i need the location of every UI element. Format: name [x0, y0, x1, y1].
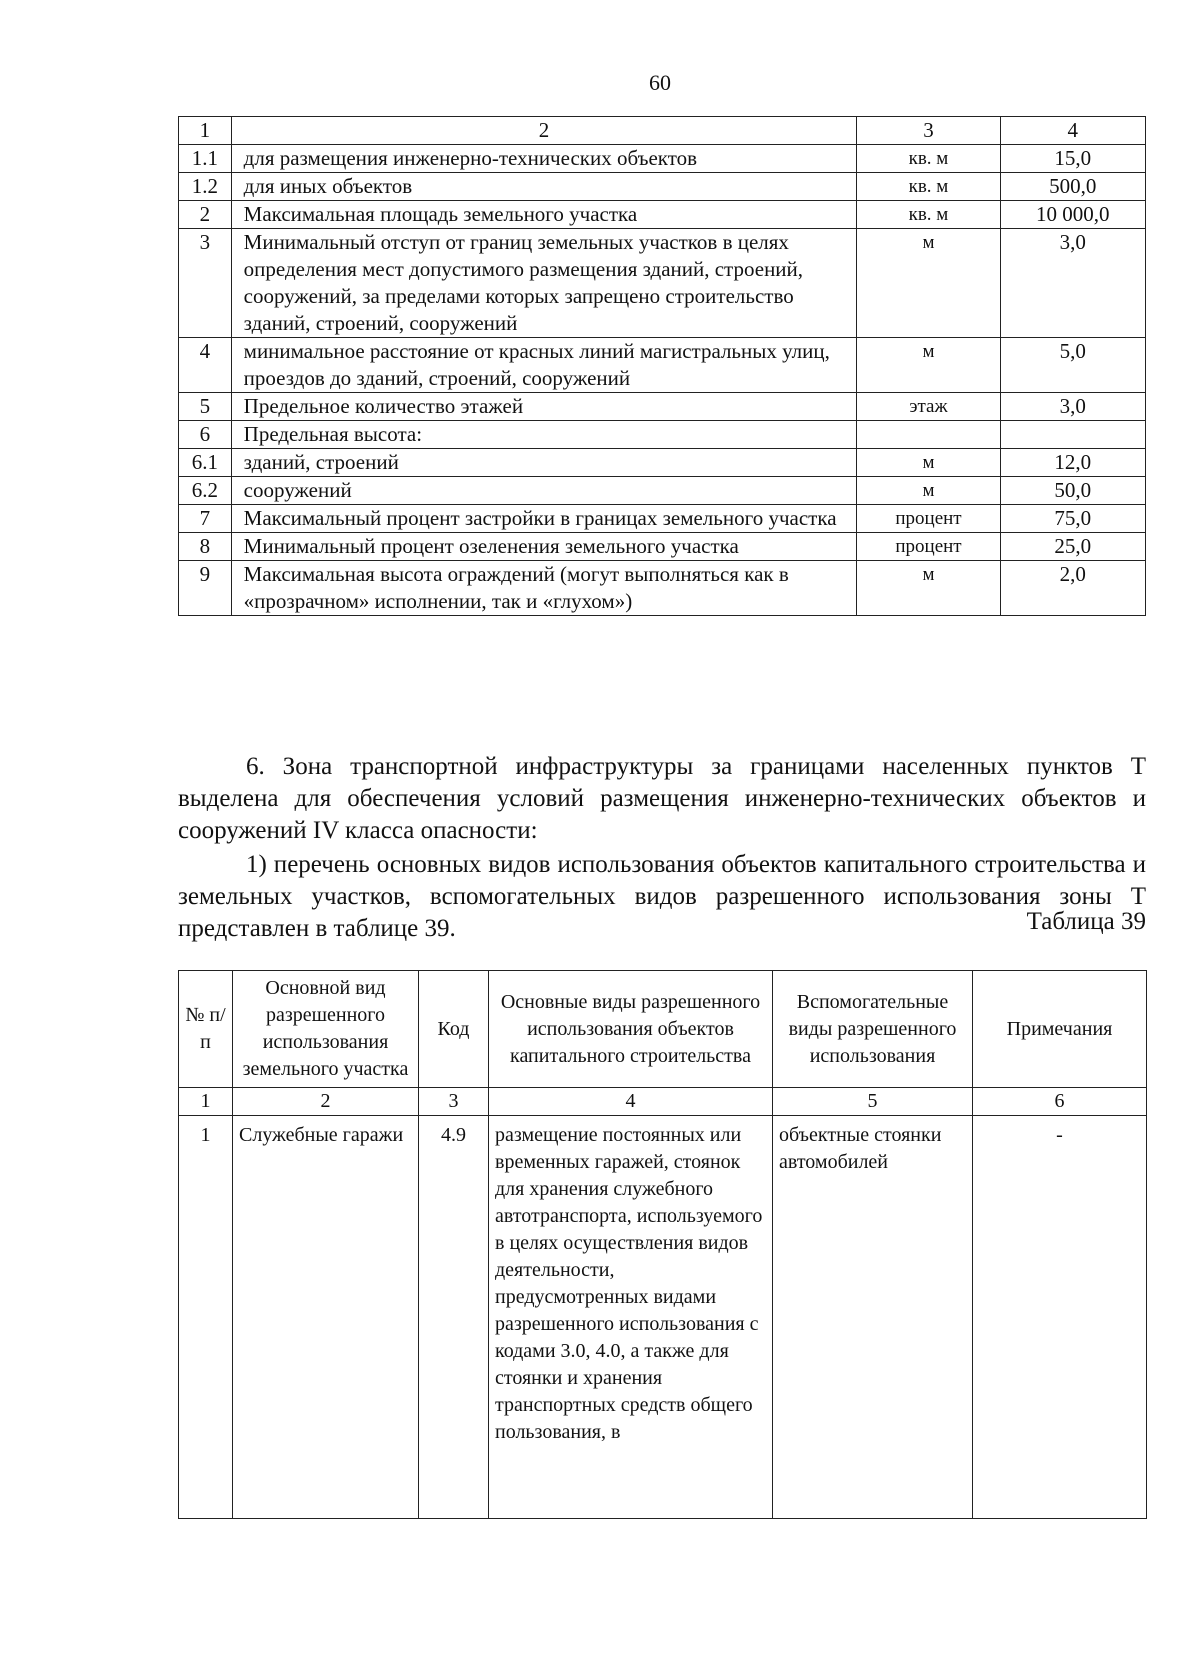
row-unit: процент [857, 505, 1000, 533]
row-unit: этаж [857, 393, 1000, 421]
column-number-3: 3 [419, 1088, 489, 1116]
column-number-4: 4 [1000, 117, 1145, 145]
header-notes: Примечания [973, 971, 1147, 1088]
column-number-1: 1 [179, 1088, 233, 1116]
table-row [179, 1116, 1147, 1519]
row-value: 3,0 [1000, 393, 1145, 421]
table-row [179, 338, 1146, 393]
row-text: для иных объектов [231, 173, 857, 201]
row-unit: м [857, 338, 1000, 393]
page-number: 60 [649, 70, 671, 95]
row-number: 7 [179, 505, 232, 533]
table-row [179, 173, 1146, 201]
row-number: 1.1 [179, 145, 232, 173]
row-unit [857, 421, 1000, 449]
row-number: 4 [179, 338, 232, 393]
table-row [179, 421, 1146, 449]
column-number-1: 1 [179, 117, 232, 145]
table-row [179, 393, 1146, 421]
header-code: Код [419, 971, 489, 1088]
row-number: 9 [179, 561, 232, 616]
row-unit: м [857, 229, 1000, 338]
row-number: 1 [179, 1116, 233, 1519]
column-numbers-row [179, 1088, 1147, 1116]
table-row [179, 449, 1146, 477]
column-number-2: 2 [231, 117, 857, 145]
row-value: 5,0 [1000, 338, 1145, 393]
row-text: для размещения инженерно-технических объектов [231, 145, 857, 173]
table-row [179, 145, 1146, 173]
row-value: 500,0 [1000, 173, 1145, 201]
row-text: Минимальный отступ от границ земельных участков в целях определения мест допустимого размещения зданий, строений, сооружений, за пределами которых запрещено строительство зданий, строений, сооружений [231, 229, 857, 338]
row-aux-use: объектные стоянки автомобилей [773, 1116, 973, 1519]
row-value: 12,0 [1000, 449, 1145, 477]
usage-list-paragraph: 1) перечень основных видов использования объектов капитального строительства и земельных участков, вспомогательных видов разрешенного использования зоны Т представлен в таблице 39. [178, 851, 1146, 942]
row-unit: кв. м [857, 173, 1000, 201]
row-unit: м [857, 561, 1000, 616]
row-value: 75,0 [1000, 505, 1145, 533]
row-number: 6.1 [179, 449, 232, 477]
row-unit: м [857, 449, 1000, 477]
row-text: Максимальная площадь земельного участка [231, 201, 857, 229]
row-unit: м [857, 477, 1000, 505]
column-number-3: 3 [857, 117, 1000, 145]
column-number-6: 6 [973, 1088, 1147, 1116]
table-header-row [179, 971, 1147, 1088]
row-text: минимальное расстояние от красных линий магистральных улиц, проездов до зданий, строений, сооружений [231, 338, 857, 393]
header-capital-use: Основные виды разрешенного использования объектов капитального строительства [489, 971, 773, 1088]
header-main-use: Основной вид разрешенного использования земельного участка [233, 971, 419, 1088]
column-number-4: 4 [489, 1088, 773, 1116]
header-number: № п/п [179, 971, 233, 1088]
table-row [179, 533, 1146, 561]
column-number-2: 2 [233, 1088, 419, 1116]
row-text: зданий, строений [231, 449, 857, 477]
row-text: Предельная высота: [231, 421, 857, 449]
table-row [179, 505, 1146, 533]
table-row [179, 229, 1146, 338]
row-unit: кв. м [857, 145, 1000, 173]
row-value: 50,0 [1000, 477, 1145, 505]
row-number: 8 [179, 533, 232, 561]
row-text: Предельное количество этажей [231, 393, 857, 421]
table-header-row [179, 117, 1146, 145]
row-text: Минимальный процент озеленения земельного участка [231, 533, 857, 561]
row-unit: процент [857, 533, 1000, 561]
parameters-table [178, 116, 1146, 616]
row-value: 15,0 [1000, 145, 1145, 173]
row-number: 6 [179, 421, 232, 449]
row-number: 5 [179, 393, 232, 421]
header-aux-use: Вспомогательные виды разрешенного использования [773, 971, 973, 1088]
table-caption: Таблица 39 [1026, 908, 1146, 935]
row-value: 25,0 [1000, 533, 1145, 561]
row-value: 10 000,0 [1000, 201, 1145, 229]
row-text: сооружений [231, 477, 857, 505]
row-code: 4.9 [419, 1116, 489, 1519]
row-number: 1.2 [179, 173, 232, 201]
row-number: 6.2 [179, 477, 232, 505]
row-unit: кв. м [857, 201, 1000, 229]
table-row [179, 561, 1146, 616]
row-text: Максимальный процент застройки в границах земельного участка [231, 505, 857, 533]
table-row [179, 477, 1146, 505]
row-notes: - [973, 1116, 1147, 1519]
row-text: Максимальная высота ограждений (могут выполняться как в «прозрачном» исполнении, так и «глухом») [231, 561, 857, 616]
row-value: 3,0 [1000, 229, 1145, 338]
column-number-5: 5 [773, 1088, 973, 1116]
row-value: 2,0 [1000, 561, 1145, 616]
row-main-use: Служебные гаражи [233, 1116, 419, 1519]
table-row [179, 201, 1146, 229]
row-capital-use: размещение постоянных или временных гаражей, стоянок для хранения служебного автотранспорта, используемого в целях осуществления видов деятельности, предусмотренных видами разрешенного использования с кодами 3.0, 4.0, а также для стоянки и хранения транспортных средств общего пользования, в [489, 1116, 773, 1519]
row-number: 2 [179, 201, 232, 229]
row-number: 3 [179, 229, 232, 338]
usage-types-table [178, 970, 1147, 1519]
row-value [1000, 421, 1145, 449]
zone-description-paragraph: 6. Зона транспортной инфраструктуры за границами населенных пунктов Т выделена для обеспечения условий размещения инженерно-технических объектов и сооружений IV класса опасности: [178, 753, 1146, 844]
